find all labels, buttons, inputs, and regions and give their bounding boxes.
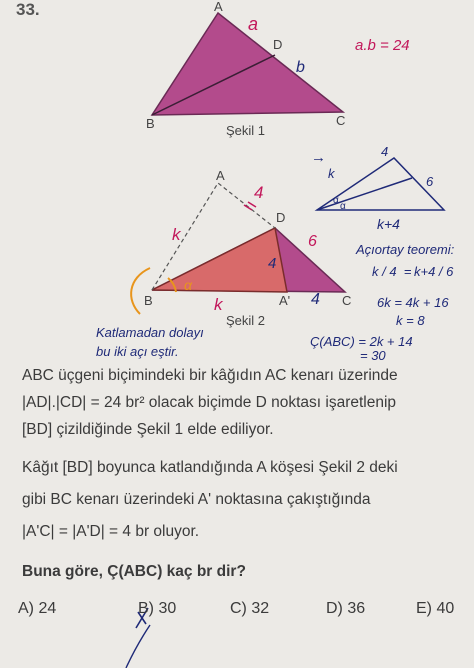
stem-p1-line3: [BD] çizildiğinde Şekil 1 elde ediliyor.	[22, 421, 274, 438]
answer-pen-stroke	[126, 625, 150, 668]
figure2-hand-k-bottom: k	[214, 295, 223, 314]
figure2-hand-6: 6	[308, 233, 317, 250]
sidework-bisector	[317, 178, 412, 210]
choice-b[interactable]: B) 30	[138, 600, 177, 617]
figure2-tick-mark	[244, 205, 252, 210]
sidework-six: 6	[426, 174, 434, 189]
question-number: 33.	[16, 0, 40, 19]
stem-p1-line1: ABC üçgeni biçimindeki bir kâğıdın AC kenarı üzerinde	[22, 367, 398, 384]
figure1-hand-b: b	[296, 59, 305, 76]
choice-e[interactable]: E) 40	[416, 600, 455, 617]
sidework-equals: =	[404, 264, 412, 279]
sidework-eq1: 6k = 4k + 16	[377, 295, 449, 310]
figure1-hand-ab: a.b = 24	[355, 37, 410, 54]
figure2-hand-alpha: α	[184, 277, 192, 293]
sidework-perimeter: Ç(ABC) = 2k + 14	[310, 334, 413, 349]
stem-p2-line3: |A'C| = |A'D| = 4 br oluyor.	[22, 523, 200, 540]
sidework-ratio-left: k / 4	[372, 264, 397, 279]
sidework-arrow: →	[311, 149, 326, 166]
choice-d[interactable]: D) 36	[326, 600, 366, 617]
choice-a[interactable]: A) 24	[18, 600, 57, 617]
figure2-hand-4-base: 4	[311, 291, 320, 308]
figure1-point-a: A	[214, 0, 223, 14]
figure1-caption: Şekil 1	[226, 123, 266, 138]
question-prompt: Buna göre, Ç(ABC) kaç br dir?	[22, 563, 246, 580]
stem-paragraph-1	[22, 362, 398, 443]
figure2-hand-k-left: k	[172, 225, 181, 244]
sidework-theorem: Açıortay teoremi:	[356, 242, 455, 257]
figure2-hand-4-top: 4	[254, 183, 264, 202]
sidework-k-plus-4: k+4	[377, 216, 400, 232]
sidework-eq2: k = 8	[396, 313, 425, 328]
stem-paragraph-2	[22, 452, 398, 548]
figure2-point-a: A	[216, 168, 225, 183]
figure1-point-d: D	[273, 37, 283, 52]
stem-p2-line1: Kâğıt [BD] boyunca katlandığında A köşesi Şekil 2 deki	[22, 459, 398, 476]
sidework-alpha-1: α	[333, 195, 339, 206]
figure2-point-c: C	[342, 293, 352, 308]
figure1-point-c: C	[336, 113, 346, 128]
figure2-hand-4-inside: 4	[268, 255, 277, 272]
fold-note-line2: bu iki açı eştir.	[96, 344, 179, 359]
figure1-hand-a: a	[248, 14, 259, 34]
fold-note-line1: Katlamadan dolayı	[96, 325, 204, 340]
figure2-point-a-prime: A'	[279, 293, 291, 308]
sidework-k: k	[328, 166, 335, 181]
figure2-caption: Şekil 2	[226, 313, 266, 328]
stem-p1-line2: |AD|.|CD| = 24 br² olacak biçimde D noktası işaretlenip	[22, 394, 397, 411]
sidework-perimeter-result: = 30	[360, 348, 386, 363]
figure2-point-b: B	[144, 293, 153, 308]
figure1-point-b: B	[146, 116, 155, 131]
sidework-four: 4	[381, 144, 389, 159]
figure2-tick-mark-2	[248, 202, 256, 207]
choice-c[interactable]: C) 32	[230, 600, 270, 617]
stem-p2-line2: gibi BC kenarı üzerindeki A' noktasına çakıştığında	[22, 491, 371, 508]
sidework-alpha-2: α	[340, 201, 346, 212]
sidework-ratio-right: k+4 / 6	[414, 264, 454, 279]
figure2-point-d: D	[276, 210, 286, 225]
